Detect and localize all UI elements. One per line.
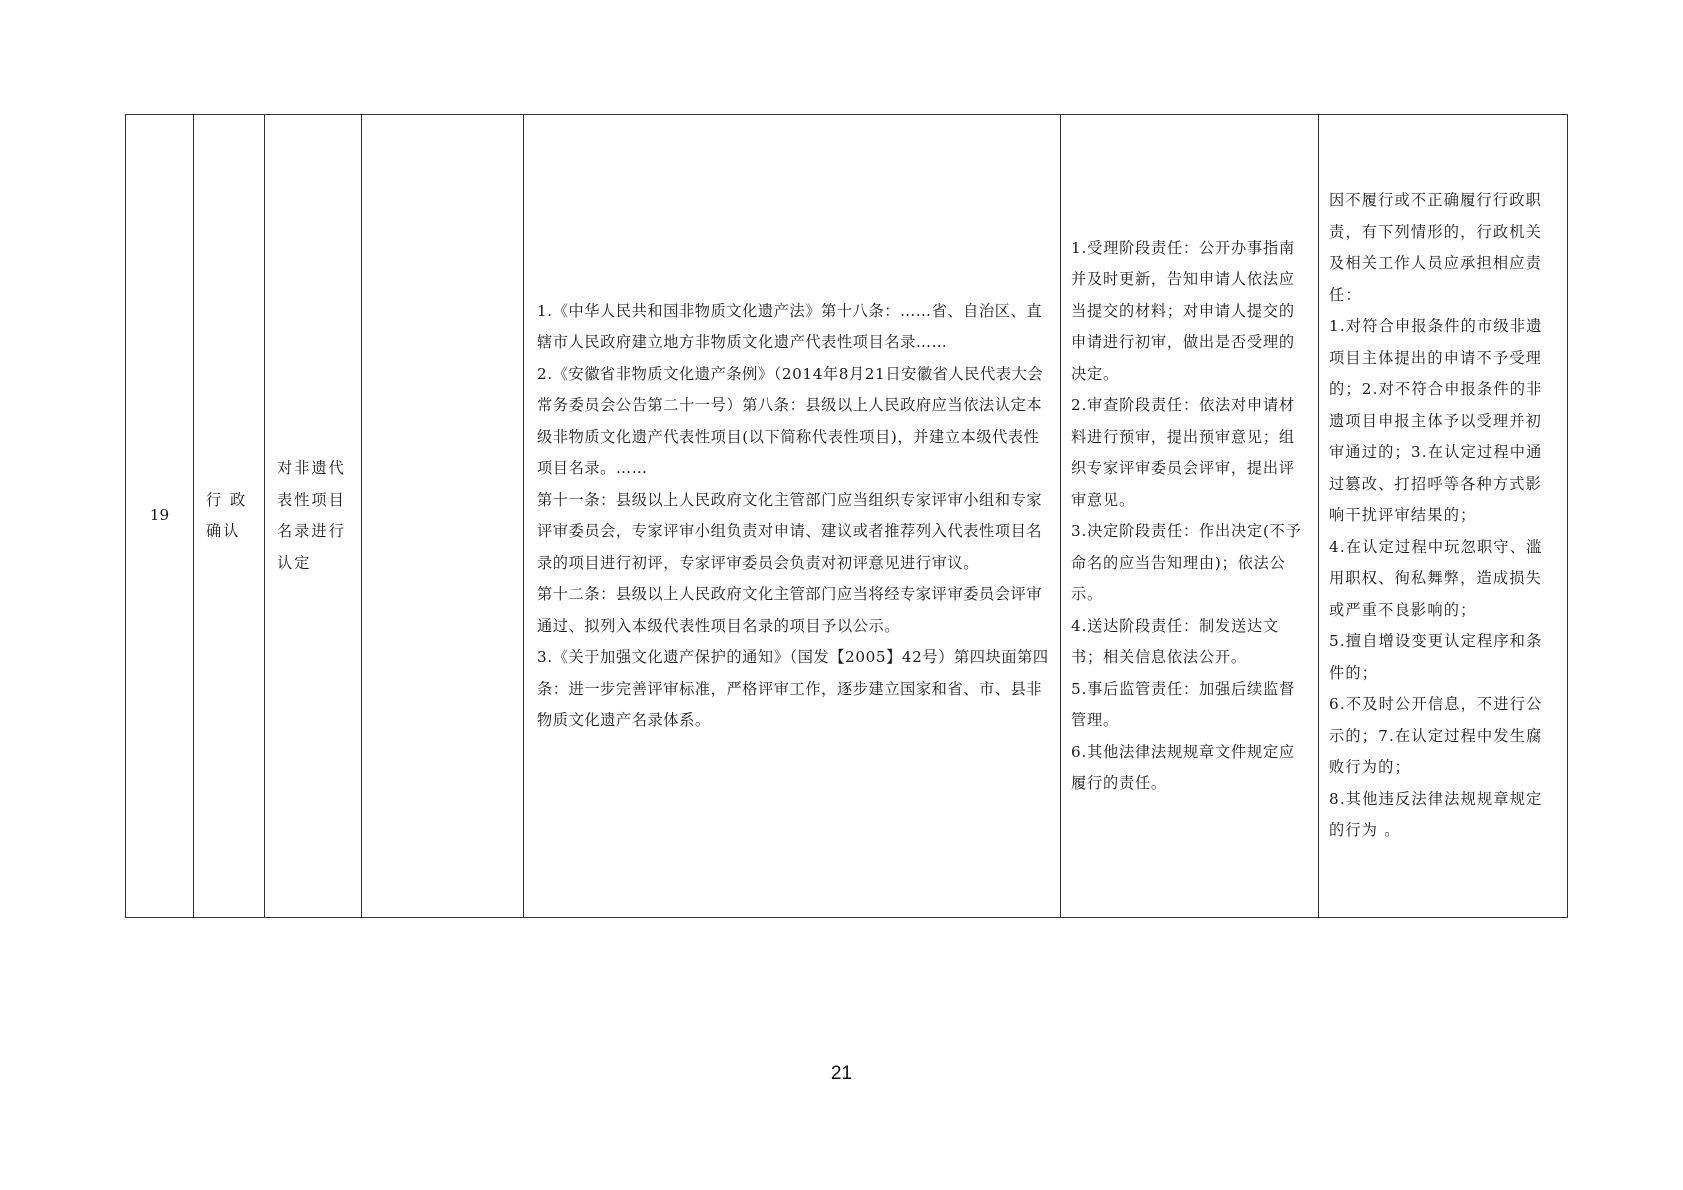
legal-basis-paragraph: 第十一条：县级以上人民政府文化主管部门应当组织专家评审小组和专家评审委员会，专家评审小组负责对申请、建议或者推荐列入代表性项目名录的项目进行初评，专家评审委员会负责对初评意见进行审议。 <box>537 490 1043 572</box>
power-item-name: 对非遗代表性项目名录进行认定 <box>277 459 346 572</box>
power-list-table <box>125 114 1568 918</box>
sub-item-cell <box>362 115 524 918</box>
legal-basis-paragraph: 1.《中华人民共和国非物质文化遗产法》第十八条：……省、自治区、直辖市人民政府建立地方非物质文化遗产代表性项目名录…… <box>537 301 1043 351</box>
liability-cell <box>1319 115 1568 918</box>
liability-item: 5.擅自增设变更认定程序和条件的； <box>1329 632 1543 682</box>
legal-basis-paragraph: 第十二条：县级以上人民政府文化主管部门应当将经专家评审委员会评审通过、拟列入本级代表性项目名录的项目予以公示。 <box>537 585 1043 635</box>
category-cell <box>194 115 265 918</box>
responsibility-item: 5.事后监管责任：加强后续监督管理。 <box>1071 679 1295 729</box>
liability-item: 1.对符合申报条件的市级非遗项目主体提出的申请不予受理的；2.对不符合申报条件的非遗项目申报主体予以受理并初审通过的；3.在认定过程中通过篡改、打招呼等各种方式影响干扰评审结果的； <box>1329 317 1543 525</box>
page-number: 21 <box>830 1063 853 1084</box>
legal-basis-paragraph: 3.《关于加强文化遗产保护的通知》（国发【2005】42号）第四块面第四条：进一步完善评审标准，严格评审工作，逐步建立国家和省、市、县非物质文化遗产名录体系。 <box>537 648 1049 729</box>
legal-basis-cell <box>524 115 1061 918</box>
liability-item: 8.其他违反法律法规规章规定的行为 。 <box>1329 789 1543 840</box>
item-name-cell <box>265 115 362 918</box>
legal-basis-paragraph: 2.《安徽省非物质文化遗产条例》（2014年8月21日安徽省人民代表大会常务委员会公告第二十一号）第八条：县级以上人民政府应当依法认定本级非物质文化遗产代表性项目(以下简称代表性项目)，并建立本级代表性项目名录。…… <box>537 364 1044 477</box>
responsibility-item: 3.决定阶段责任：作出决定(不予命名的应当告知理由)；依法公示。 <box>1071 522 1302 603</box>
responsibility-item: 2.审查阶段责任：依法对申请材料进行预审，提出预审意见；组织专家评审委员会评审，提出评审意见。 <box>1071 396 1295 509</box>
row-number-cell <box>126 115 194 918</box>
liability-item: 因不履行或不正确履行行政职责，有下列情形的，行政机关及相关工作人员应承担相应责任： <box>1329 191 1543 304</box>
responsibility-cell <box>1061 115 1319 918</box>
table-row <box>126 115 1568 918</box>
liability-item: 4.在认定过程中玩忽职守、滥用职权、徇私舞弊，造成损失或严重不良影响的； <box>1329 537 1543 619</box>
power-category: 行 政 确认 <box>206 490 248 540</box>
responsibility-item: 4.送达阶段责任：制发送达文书；相关信息依法公开。 <box>1071 616 1279 666</box>
row-number: 19 <box>149 506 170 525</box>
responsibility-item: 1.受理阶段责任：公开办事指南并及时更新，告知申请人依法应当提交的材料；对申请人提交的申请进行初审，做出是否受理的决定。 <box>1071 238 1295 383</box>
liability-item: 6.不及时公开信息，不进行公示的；7.在认定过程中发生腐败行为的； <box>1329 695 1543 777</box>
responsibility-item: 6.其他法律法规规章文件规定应履行的责任。 <box>1071 742 1295 792</box>
